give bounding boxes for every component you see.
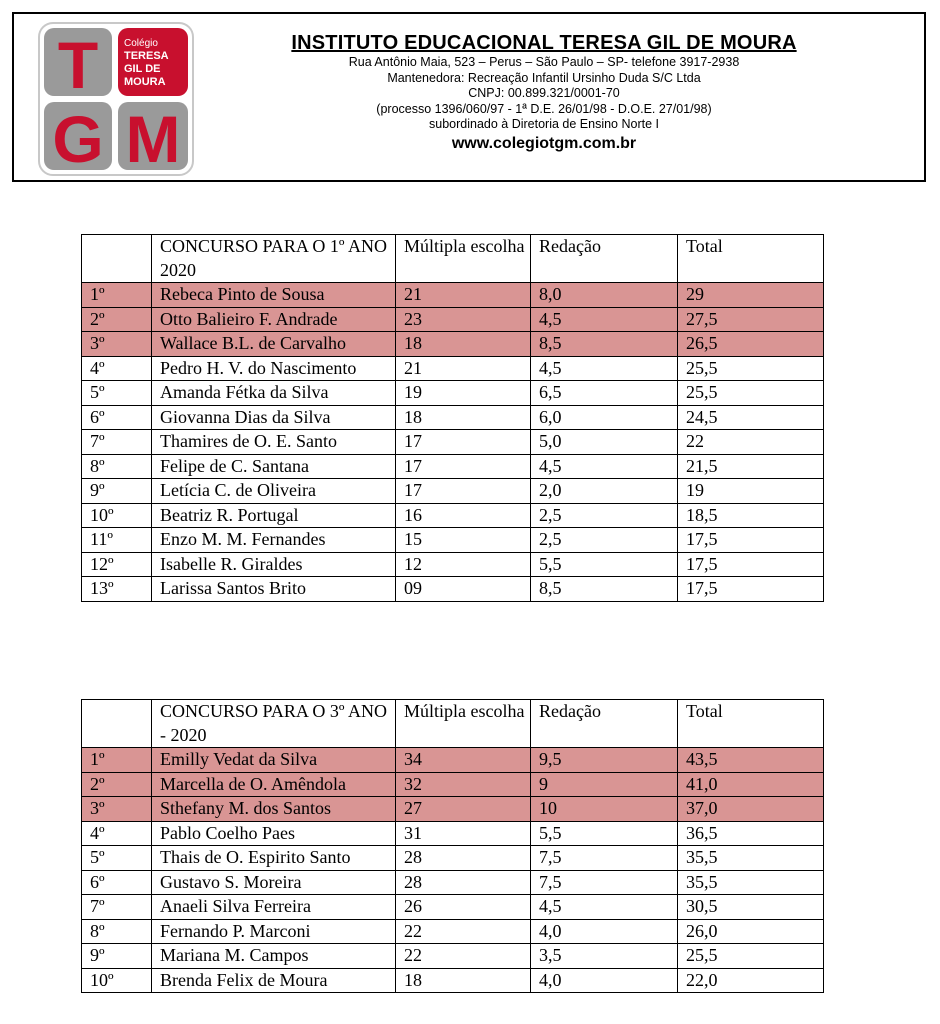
total-cell: 19 (678, 479, 824, 504)
table-row (82, 430, 824, 455)
name-cell: Mariana M. Campos (152, 944, 396, 969)
table-row (82, 283, 824, 308)
total-cell: 43,5 (678, 748, 824, 773)
table-row (82, 846, 824, 871)
multiple-choice-cell: 15 (396, 528, 531, 553)
rank-cell: 8º (82, 919, 152, 944)
multiple-choice-cell: 19 (396, 381, 531, 406)
name-cell: Wallace B.L. de Carvalho (152, 332, 396, 357)
header-essay: Redação (531, 235, 678, 283)
name-cell: Giovanna Dias da Silva (152, 405, 396, 430)
essay-cell: 3,5 (531, 944, 678, 969)
multiple-choice-cell: 16 (396, 503, 531, 528)
logo-letter-t: T (57, 28, 99, 102)
table-row (82, 552, 824, 577)
name-cell: Letícia C. de Oliveira (152, 479, 396, 504)
rank-cell: 5º (82, 381, 152, 406)
name-cell: Anaeli Silva Ferreira (152, 895, 396, 920)
logo-letter-g: G (52, 102, 104, 176)
header-total: Total (678, 700, 824, 748)
essay-cell: 6,5 (531, 381, 678, 406)
essay-cell: 4,5 (531, 454, 678, 479)
institution-process: (processo 1396/060/97 - 1ª D.E. 26/01/98 - D.O.E. 27/01/98) (376, 101, 712, 116)
svg-text:GIL DE: GIL DE (124, 63, 161, 75)
rank-cell: 4º (82, 356, 152, 381)
multiple-choice-cell: 18 (396, 405, 531, 430)
total-cell: 22 (678, 430, 824, 455)
table-row (82, 968, 824, 993)
table-row (82, 381, 824, 406)
multiple-choice-cell: 18 (396, 968, 531, 993)
total-cell: 26,0 (678, 919, 824, 944)
total-cell: 37,0 (678, 797, 824, 822)
ranking-table-1st-year (81, 234, 824, 602)
total-cell: 24,5 (678, 405, 824, 430)
essay-cell: 9 (531, 772, 678, 797)
table-header-row (82, 235, 824, 283)
header-contest: CONCURSO PARA O 3º ANO - 2020 (152, 700, 396, 748)
name-cell: Marcella de O. Amêndola (152, 772, 396, 797)
rank-cell: 12º (82, 552, 152, 577)
multiple-choice-cell: 28 (396, 870, 531, 895)
essay-cell: 10 (531, 797, 678, 822)
header-rank (82, 235, 152, 283)
rank-cell: 9º (82, 479, 152, 504)
institution-cnpj: CNPJ: 00.899.321/0001-70 (468, 86, 620, 100)
name-cell: Gustavo S. Moreira (152, 870, 396, 895)
total-cell: 26,5 (678, 332, 824, 357)
rank-cell: 5º (82, 846, 152, 871)
essay-cell: 4,5 (531, 307, 678, 332)
name-cell: Pablo Coelho Paes (152, 821, 396, 846)
rank-cell: 7º (82, 895, 152, 920)
table-row (82, 577, 824, 602)
ranking-body (82, 235, 824, 602)
table-row (82, 332, 824, 357)
multiple-choice-cell: 22 (396, 919, 531, 944)
total-cell: 25,5 (678, 381, 824, 406)
header-total: Total (678, 235, 824, 283)
essay-cell: 9,5 (531, 748, 678, 773)
rank-cell: 8º (82, 454, 152, 479)
institution-subordinate: subordinado à Diretoria de Ensino Norte I (429, 117, 659, 131)
ranking-body (82, 700, 824, 993)
name-cell: Otto Balieiro F. Andrade (152, 307, 396, 332)
total-cell: 35,5 (678, 846, 824, 871)
multiple-choice-cell: 31 (396, 821, 531, 846)
essay-cell: 2,0 (531, 479, 678, 504)
multiple-choice-cell: 12 (396, 552, 531, 577)
total-cell: 17,5 (678, 552, 824, 577)
table-row (82, 405, 824, 430)
table-row (82, 821, 824, 846)
essay-cell: 7,5 (531, 870, 678, 895)
total-cell: 27,5 (678, 307, 824, 332)
essay-cell: 5,0 (531, 430, 678, 455)
table-row (82, 797, 824, 822)
total-cell: 25,5 (678, 944, 824, 969)
essay-cell: 8,5 (531, 332, 678, 357)
name-cell: Enzo M. M. Fernandes (152, 528, 396, 553)
rank-cell: 6º (82, 870, 152, 895)
rank-cell: 2º (82, 307, 152, 332)
name-cell: Rebeca Pinto de Sousa (152, 283, 396, 308)
table-row (82, 870, 824, 895)
rank-cell: 7º (82, 430, 152, 455)
essay-cell: 5,5 (531, 552, 678, 577)
name-cell: Thais de O. Espirito Santo (152, 846, 396, 871)
total-cell: 36,5 (678, 821, 824, 846)
rank-cell: 4º (82, 821, 152, 846)
total-cell: 17,5 (678, 528, 824, 553)
letterhead (12, 12, 926, 182)
name-cell: Felipe de C. Santana (152, 454, 396, 479)
header-essay: Redação (531, 700, 678, 748)
name-cell: Beatriz R. Portugal (152, 503, 396, 528)
name-cell: Emilly Vedat da Silva (152, 748, 396, 773)
table-row (82, 895, 824, 920)
rank-cell: 6º (82, 405, 152, 430)
institution-address: Rua Antônio Maia, 523 – Perus – São Paulo – SP- telefone 3917-2938 (348, 55, 740, 69)
multiple-choice-cell: 34 (396, 748, 531, 773)
rank-cell: 10º (82, 503, 152, 528)
essay-cell: 8,0 (531, 283, 678, 308)
total-cell: 29 (678, 283, 824, 308)
rank-cell: 13º (82, 577, 152, 602)
total-cell: 35,5 (678, 870, 824, 895)
table-row (82, 944, 824, 969)
table-row (82, 528, 824, 553)
total-cell: 21,5 (678, 454, 824, 479)
name-cell: Thamires de O. E. Santo (152, 430, 396, 455)
essay-cell: 2,5 (531, 503, 678, 528)
table-row (82, 503, 824, 528)
multiple-choice-cell: 27 (396, 797, 531, 822)
name-cell: Pedro H. V. do Nascimento (152, 356, 396, 381)
header-multiple-choice: Múltipla escolha (396, 235, 531, 283)
name-cell: Amanda Fétka da Silva (152, 381, 396, 406)
multiple-choice-cell: 22 (396, 944, 531, 969)
essay-cell: 8,5 (531, 577, 678, 602)
logo-letter-m: M (125, 102, 181, 176)
essay-cell: 4,0 (531, 968, 678, 993)
essay-cell: 4,5 (531, 356, 678, 381)
essay-cell: 4,5 (531, 895, 678, 920)
total-cell: 30,5 (678, 895, 824, 920)
essay-cell: 5,5 (531, 821, 678, 846)
multiple-choice-cell: 23 (396, 307, 531, 332)
multiple-choice-cell: 17 (396, 454, 531, 479)
institution-website: www.colegiotgm.com.br (451, 134, 637, 152)
multiple-choice-cell: 17 (396, 430, 531, 455)
table-row (82, 772, 824, 797)
multiple-choice-cell: 17 (396, 479, 531, 504)
institution-maintainer: Mantenedora: Recreação Infantil Ursinho Duda S/C Ltda (387, 70, 701, 85)
svg-text:TERESA: TERESA (124, 50, 169, 62)
multiple-choice-cell: 32 (396, 772, 531, 797)
essay-cell: 7,5 (531, 846, 678, 871)
total-cell: 22,0 (678, 968, 824, 993)
table-header-row (82, 700, 824, 748)
rank-cell: 3º (82, 797, 152, 822)
rank-cell: 10º (82, 968, 152, 993)
rank-cell: 2º (82, 772, 152, 797)
header-contest: CONCURSO PARA O 1º ANO 2020 (152, 235, 396, 283)
essay-cell: 4,0 (531, 919, 678, 944)
rank-cell: 11º (82, 528, 152, 553)
rank-cell: 3º (82, 332, 152, 357)
multiple-choice-cell: 28 (396, 846, 531, 871)
multiple-choice-cell: 21 (396, 356, 531, 381)
header-rank (82, 700, 152, 748)
multiple-choice-cell: 18 (396, 332, 531, 357)
rank-cell: 1º (82, 283, 152, 308)
total-cell: 41,0 (678, 772, 824, 797)
ranking-table-3rd-year (81, 699, 824, 993)
table-row (82, 356, 824, 381)
essay-cell: 2,5 (531, 528, 678, 553)
svg-text:MOURA: MOURA (124, 76, 166, 88)
table-row (82, 307, 824, 332)
multiple-choice-cell: 21 (396, 283, 531, 308)
name-cell: Sthefany M. dos Santos (152, 797, 396, 822)
multiple-choice-cell: 26 (396, 895, 531, 920)
table-row (82, 748, 824, 773)
rank-cell: 1º (82, 748, 152, 773)
svg-text:Colégio: Colégio (124, 38, 158, 49)
school-logo (38, 22, 194, 176)
name-cell: Brenda Felix de Moura (152, 968, 396, 993)
multiple-choice-cell: 09 (396, 577, 531, 602)
institution-info (184, 32, 904, 153)
header-multiple-choice: Múltipla escolha (396, 700, 531, 748)
essay-cell: 6,0 (531, 405, 678, 430)
name-cell: Larissa Santos Brito (152, 577, 396, 602)
name-cell: Fernando P. Marconi (152, 919, 396, 944)
total-cell: 18,5 (678, 503, 824, 528)
institution-name: INSTITUTO EDUCACIONAL TERESA GIL DE MOURA (291, 32, 797, 54)
table-row (82, 454, 824, 479)
total-cell: 25,5 (678, 356, 824, 381)
table-row (82, 919, 824, 944)
total-cell: 17,5 (678, 577, 824, 602)
rank-cell: 9º (82, 944, 152, 969)
name-cell: Isabelle R. Giraldes (152, 552, 396, 577)
table-row (82, 479, 824, 504)
